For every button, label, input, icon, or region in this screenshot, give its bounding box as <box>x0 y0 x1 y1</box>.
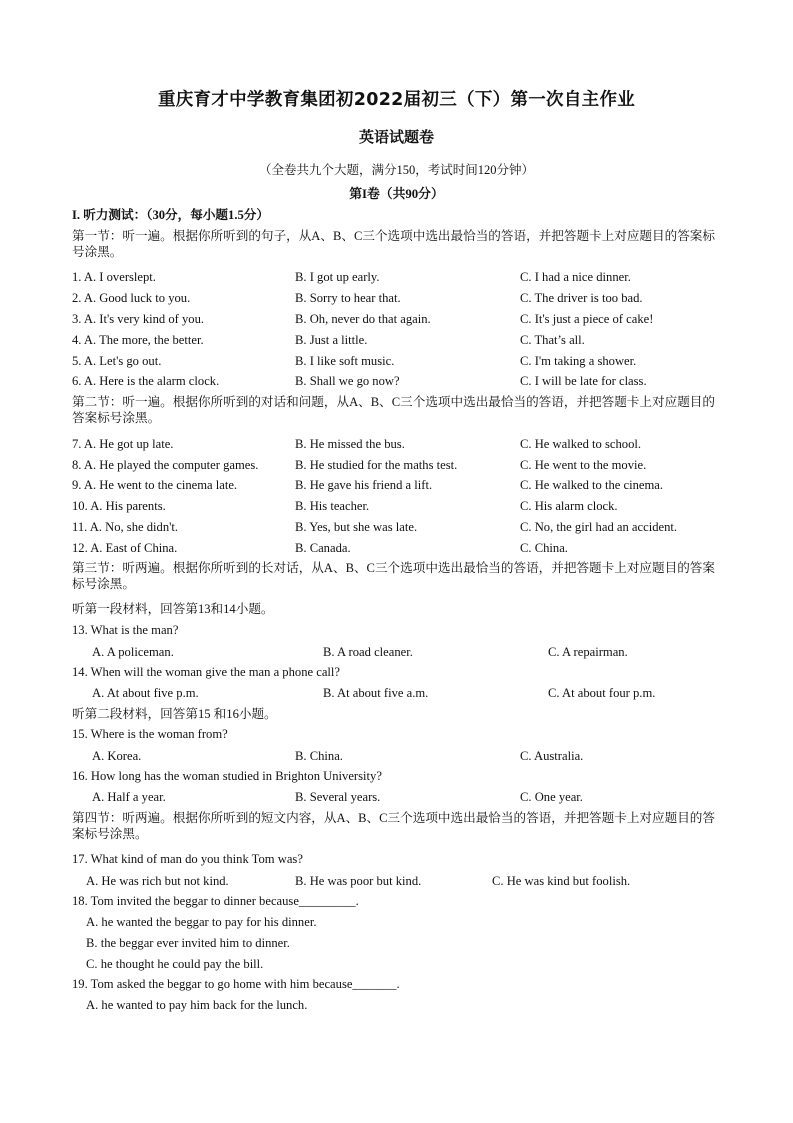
option-b: B. He was poor but kind. <box>295 874 422 888</box>
option-c: C. I'm taking a shower. <box>520 354 637 368</box>
option-b: B. Canada. <box>295 541 351 555</box>
option-c: C. The driver is too bad. <box>520 291 643 305</box>
option-c: C. He walked to the cinema. <box>520 478 664 492</box>
option-c: C. China. <box>520 541 568 555</box>
question-row <box>72 872 732 890</box>
option-a: 6. A. Here is the alarm clock. <box>72 374 220 388</box>
option-b: B. Just a little. <box>295 333 368 347</box>
option-b: B. Oh, never do that again. <box>295 312 431 326</box>
option-b: B. I like soft music. <box>295 354 395 368</box>
question-row <box>72 435 732 453</box>
section-heading: I. 听力测试：（30分，每小题1.5分） <box>72 208 269 222</box>
part4-instructions: 第四节：听两遍。根据你所听到的短文内容，从A、B、C三个选项中选出最恰当的答语，并把答题卡上对应题目的答案标号涂黑。 <box>72 811 715 841</box>
option-c: C. His alarm clock. <box>520 499 618 513</box>
option-c: C. He went to the movie. <box>520 458 647 472</box>
question-row <box>72 684 732 702</box>
option-c: C. That’s all. <box>520 333 585 347</box>
question-row <box>72 352 732 370</box>
question-row <box>72 788 732 806</box>
option-b: B. Yes, but she was late. <box>295 520 418 534</box>
option-c: C. At about four p.m. <box>548 686 656 700</box>
option-c: C. One year. <box>520 790 583 804</box>
option-a: 4. A. The more, the better. <box>72 333 204 347</box>
part1-instructions: 第一节：听一遍。根据你所听到的句子，从A、B、C三个选项中选出最恰当的答语，并把答题卡上对应题目的答案标号涂黑。 <box>72 229 715 259</box>
material-1-note: 听第一段材料，回答第13和14小题。 <box>72 602 274 616</box>
question-row <box>72 372 732 390</box>
option-b: B. China. <box>295 749 343 763</box>
question-stem: 19. Tom asked the beggar to go home with him because_______. <box>72 977 400 991</box>
question-row <box>72 643 732 661</box>
option-a: A. he wanted the beggar to pay for his dinner. <box>86 915 317 929</box>
part2-instructions: 第二节：听一遍。根据你所听到的对话和问题，从A、B、C三个选项中选出最恰当的答语，并把答题卡上对应题目的答案标号涂黑。 <box>72 395 715 425</box>
option-b: B. I got up early. <box>295 270 380 284</box>
question-row <box>72 518 732 536</box>
question-stem: 16. How long has the woman studied in Brighton University? <box>72 769 382 783</box>
exam-title: 重庆育才中学教育集团初2022届初三（下）第一次自主作业 <box>157 90 636 110</box>
question-row <box>72 539 732 557</box>
option-a: A. At about five p.m. <box>92 686 199 700</box>
question-row <box>72 497 732 515</box>
question-stem: 13. What is the man? <box>72 623 179 637</box>
option-c: C. He walked to school. <box>520 437 642 451</box>
question-stem: 17. What kind of man do you think Tom was? <box>72 852 303 866</box>
option-b: B. Sorry to hear that. <box>295 291 401 305</box>
option-a: 1. A. I overslept. <box>72 270 156 284</box>
option-b: B. His teacher. <box>295 499 370 513</box>
option-b: B. He missed the bus. <box>295 437 405 451</box>
option-a: 3. A. It's very kind of you. <box>72 312 205 326</box>
question-stem: 15. Where is the woman from? <box>72 727 228 741</box>
option-c: C. It's just a piece of cake! <box>520 312 654 326</box>
option-a: A. He was rich but not kind. <box>86 874 229 888</box>
option-a: A. Korea. <box>92 749 142 763</box>
option-a: 7. A. He got up late. <box>72 437 174 451</box>
option-b: B. He gave his friend a lift. <box>295 478 433 492</box>
option-a: 10. A. His parents. <box>72 499 166 513</box>
option-a: 12. A. East of China. <box>72 541 178 555</box>
option-b: B. Shall we go now? <box>295 374 400 388</box>
question-row <box>72 747 732 765</box>
question-stem: 14. When will the woman give the man a phone call? <box>72 665 341 679</box>
option-b: B. He studied for the maths test. <box>295 458 458 472</box>
option-c: C. No, the girl had an accident. <box>520 520 678 534</box>
option-a: 8. A. He played the computer games. <box>72 458 259 472</box>
option-c: C. A repairman. <box>548 645 628 659</box>
exam-subtitle: 英语试题卷 <box>358 128 434 146</box>
option-a: 2. A. Good luck to you. <box>72 291 191 305</box>
option-b: B. the beggar ever invited him to dinner. <box>86 936 290 950</box>
part3-instructions: 第三节：听两遍。根据你所听到的长对话，从A、B、C三个选项中选出最恰当的答语，并把答题卡上对应题目的答案标号涂黑。 <box>72 561 715 591</box>
option-c: C. I had a nice dinner. <box>520 270 631 284</box>
question-row <box>72 268 732 286</box>
option-c: C. He was kind but foolish. <box>492 874 631 888</box>
material-2-note: 听第二段材料，回答第15 和16小题。 <box>72 707 277 721</box>
option-c: C. he thought he could pay the bill. <box>86 957 264 971</box>
question-row <box>72 310 732 328</box>
option-a: A. he wanted to pay him back for the lunch. <box>86 998 308 1012</box>
option-a: A. A policeman. <box>92 645 174 659</box>
question-row <box>72 456 732 474</box>
question-row <box>72 289 732 307</box>
option-b: B. A road cleaner. <box>323 645 413 659</box>
exam-note: （全卷共九个大题，满分150，考试时间120分钟） <box>258 163 534 177</box>
question-row <box>72 476 732 494</box>
option-a: 11. A. No, she didn't. <box>72 520 179 534</box>
question-row <box>72 331 732 349</box>
option-a: A. Half a year. <box>92 790 166 804</box>
question-stem: 18. Tom invited the beggar to dinner because_________. <box>72 894 359 908</box>
volume-heading: 第I卷（共90分） <box>349 187 444 201</box>
option-b: B. At about five a.m. <box>323 686 429 700</box>
option-a: 9. A. He went to the cinema late. <box>72 478 238 492</box>
option-c: C. I will be late for class. <box>520 374 647 388</box>
option-a: 5. A. Let's go out. <box>72 354 162 368</box>
option-b: B. Several years. <box>295 790 381 804</box>
option-c: C. Australia. <box>520 749 584 763</box>
